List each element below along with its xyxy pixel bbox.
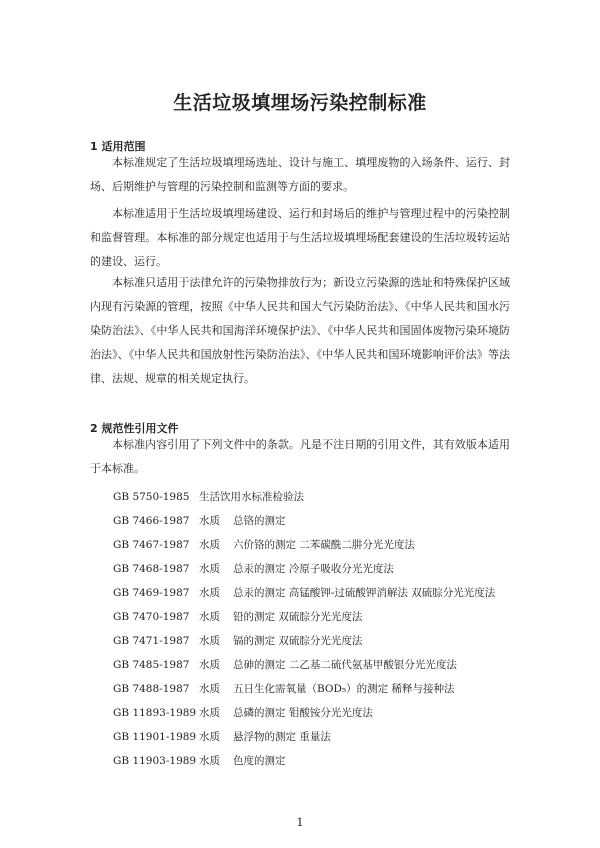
reference-item <box>113 562 394 576</box>
reference-code: GB 7469-1987 <box>113 587 190 599</box>
reference-title: 总磷的测定 钼酸铵分光光度法 <box>233 707 373 719</box>
reference-category: 水质 <box>199 635 220 647</box>
reference-code: GB 11903-1989 <box>113 755 197 767</box>
reference-item <box>113 658 457 672</box>
reference-category: 水质 <box>199 683 220 695</box>
reference-title: 总铬的测定 <box>233 515 286 527</box>
reference-item <box>113 634 362 648</box>
reference-title: 总汞的测定 高锰酸钾-过硫酸钾消解法 双硫腙分光光度法 <box>233 587 496 599</box>
reference-item <box>113 754 286 768</box>
document-title: 生活垃圾填埋场污染控制标准 <box>173 92 427 114</box>
reference-category: 水质 <box>199 755 220 767</box>
reference-code: GB 7485-1987 <box>113 659 190 671</box>
reference-code: GB 7466-1987 <box>113 515 190 527</box>
page-number: 1 <box>296 816 304 829</box>
reference-item <box>113 682 454 696</box>
reference-item <box>113 610 362 624</box>
reference-title: 悬浮物的测定 重量法 <box>233 731 331 743</box>
reference-category: 水质 <box>199 539 220 551</box>
section-1-paragraph-3: 本标准只适用于法律允许的污染物排放行为；新设立污染源的选址和特殊保护区域内现有污染源的管理，按照《中华人民共和国大气污染防治法》、《中华人民共和国水污染防治法》、《中华人民共和国海洋环境保护法》、《中华人民共和国固体废物污染环境防治法》、《中华人民共和国放射性污染防治法》、《中华人民共和国环境影响评价法》等法律、法规、规章的相关规定执行。 <box>90 276 510 385</box>
reference-title: 铅的测定 双硫腙分光光度法 <box>233 611 363 623</box>
reference-title: 镉的测定 双硫腙分光光度法 <box>233 635 363 647</box>
section-2-heading: 2 规范性引用文件 <box>90 422 179 435</box>
reference-title: 总砷的测定 二乙基二硫代氨基甲酸银分光光度法 <box>233 659 457 671</box>
section-1-paragraph-2: 本标准适用于生活垃圾填埋场建设、运行和封场后的维护与管理过程中的污染控制和监督管理。本标准的部分规定也适用于与生活垃圾填埋场配套建设的生活垃圾转运站的建设、运行。 <box>90 207 510 268</box>
reference-code: GB 7468-1987 <box>113 563 190 575</box>
reference-code: GB 11901-1989 <box>113 731 197 743</box>
reference-item <box>113 538 415 552</box>
reference-item <box>113 490 304 504</box>
reference-category: 水质 <box>199 659 220 671</box>
section-1-paragraph-1: 本标准规定了生活垃圾填埋场选址、设计与施工、填埋废物的入场条件、运行、封场、后期维护与管理的污染控制和监测等方面的要求。 <box>90 156 510 193</box>
reference-category: 水质 <box>199 587 220 599</box>
reference-title: 色度的测定 <box>233 755 286 767</box>
reference-title: 五日生化需氧量（BOD₅）的测定 稀释与接种法 <box>233 683 455 695</box>
reference-code: GB 5750-1985 <box>113 491 190 503</box>
reference-item <box>113 586 495 600</box>
reference-item <box>113 730 331 744</box>
reference-category: 水质 <box>199 515 220 527</box>
reference-category: 水质 <box>199 563 220 575</box>
reference-category: 水质 <box>199 707 220 719</box>
reference-item <box>113 706 373 720</box>
reference-code: GB 11893-1989 <box>113 707 197 719</box>
reference-category: 水质 <box>199 731 220 743</box>
section-1-heading: 1 适用范围 <box>90 140 146 153</box>
section-2-intro: 本标准内容引用了下列文件中的条款。凡是不注日期的引用文件，其有效版本适用于本标准。 <box>90 438 510 475</box>
reference-title: 生活饮用水标准检验法 <box>199 491 304 503</box>
reference-code: GB 7470-1987 <box>113 611 190 623</box>
reference-item <box>113 514 286 528</box>
reference-code: GB 7488-1987 <box>113 683 190 695</box>
reference-code: GB 7471-1987 <box>113 635 190 647</box>
reference-code: GB 7467-1987 <box>113 539 190 551</box>
reference-category: 水质 <box>199 611 220 623</box>
reference-title: 总汞的测定 冷原子吸收分光光度法 <box>233 563 394 575</box>
reference-title: 六价铬的测定 二苯碳酰二肼分光光度法 <box>233 539 415 551</box>
